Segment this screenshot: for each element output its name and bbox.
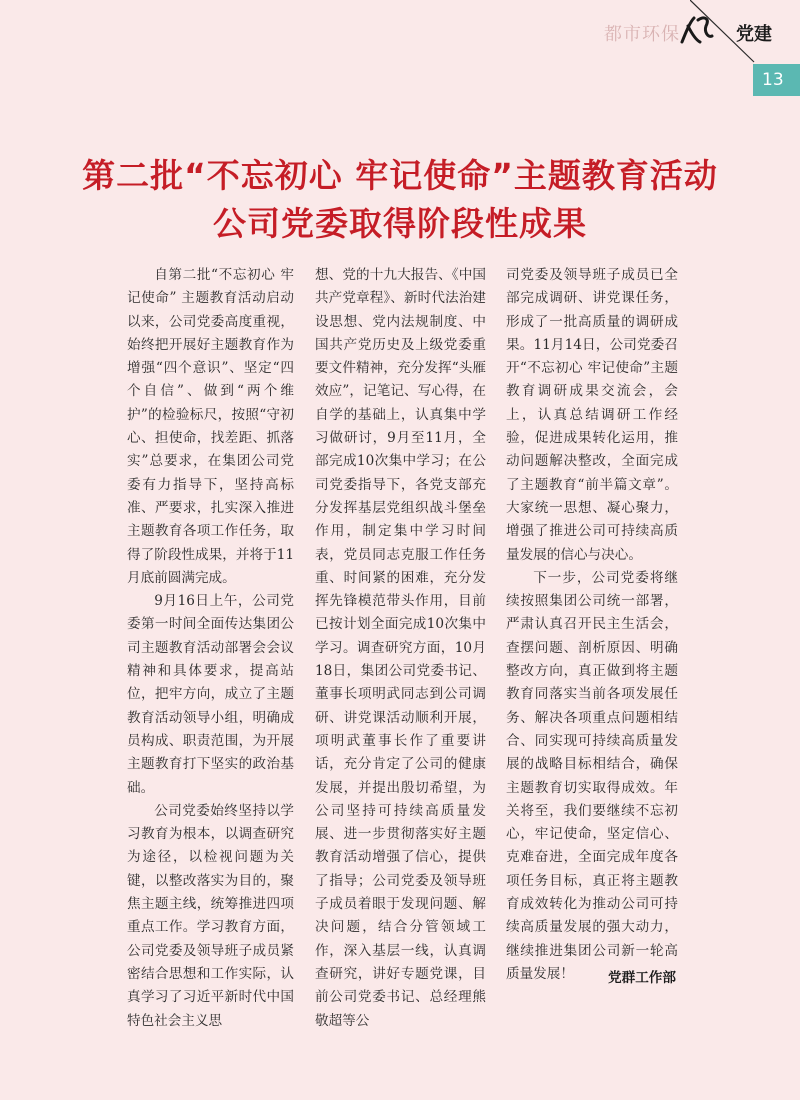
paragraph: 司党委及领导班子成员已全部完成调研、讲党课任务，形成了一批高质量的调研成果。11月14日，公司党委召开“不忘初心 牢记使命”主题教育调研成果交流会，会上，认真总结调研工作经验，促进成果转化运用，推动问题解决整改，全面完成了主题教育“前半篇文章”。大家统一思想、凝心聚力，增强了推进公司可持续高质量发展的信心与决心。 bbox=[506, 267, 678, 563]
section-label: 党建 bbox=[736, 24, 772, 45]
paragraph: 自第二批“不忘初心 牢记使命” 主题教育活动启动以来，公司党委高度重视，始终把开展好主题教育作为增强“四个意识”、坚定“四个自信”、做到“两个维护”的检验标尺，按照“守初心、担使命，找差距、抓落实”总要求，在集团公司党委有力指导下，坚持高标准、严要求，扎实深入推进主题教育各项工作任务，取得了阶段性成果，并将于11月底前圆满完成。 bbox=[127, 267, 294, 586]
paragraph: 想、党的十九大报告、《中国共产党章程》、新时代法治建设思想、党内法规制度、中国共产党历史及上级党委重要文件精神，充分发挥“头雁效应”，记笔记、写心得，在自学的基础上，认真集中学习做研讨，9月至11月，全部完成10次集中学习；在公司党委指导下，各党支部充分发挥基层党组织战斗堡垒作用，制定集中学习时间表，党员同志克服工作任务重、时间紧的困难，充分发挥先锋模范带头作用，目前已按计划全面完成10次集中学习。调查研究方面，10月18日，集团公司党委书记、董事长项明武同志到公司调研、讲党课活动顺利开展，项明武董事长作了重要讲话，充分肯定了公司的健康发展，并提出殷切希望，为公司坚持可持续高质量发展、进一步贯彻落实好主题教育活动增强了信心，提供了指导；公司党委及领导班子成员着眼于发现问题、解决问题，结合分管领域工作，深入基层一线，认真调查研究，讲好专题党课，目前公司党委书记、总经理熊敬超等公 bbox=[315, 267, 486, 1029]
author-signature: 党群工作部 bbox=[608, 970, 676, 986]
article-title-line1: 第二批“不忘初心 牢记使命”主题教育活动 bbox=[82, 156, 718, 195]
paragraph: 9月16日上午，公司党委第一时间全面传达集团公司主题教育活动部署会会议精神和具体要求，提高站位，把牢方向，成立了主题教育活动领导小组，明确成员构成、职责范围，为开展主题教育打下坚实的政治基础。 bbox=[127, 593, 294, 796]
magazine-name: 都市环保 bbox=[604, 24, 680, 45]
text-column-2 bbox=[315, 264, 486, 1033]
article-title-line2: 公司党委取得阶段性成果 bbox=[213, 204, 587, 243]
page-header bbox=[0, 0, 800, 80]
paragraph: 公司党委始终坚持以学习教育为根本，以调查研究为途径，以检视问题为关键，以整改落实为目的，聚焦主题主线，统筹推进四项重点工作。学习教育方面，公司党委及领导班子成员紧密结合思想和工作实际，认真学习了习近平新时代中国特色社会主义思 bbox=[127, 802, 294, 1029]
text-column-3 bbox=[506, 264, 678, 986]
paragraph: 下一步，公司党委将继续按照集团公司统一部署，严肃认真召开民主生活会，查摆问题、剖析原因、明确整改方向，真正做到将主题教育同落实当前各项发展任务、解决各项重点问题相结合、同实现可持续高质量发展的战略目标相结合，确保主题教育切实取得成效。年关将至，我们要继续不忘初心，牢记使命，坚定信心、克难奋进，全面完成年度各项任务目标，真正将主题教育成效转化为推动公司可持续高质量发展的强大动力，继续推进集团公司新一轮高质量发展！ bbox=[506, 569, 678, 982]
page-number: 13 bbox=[762, 70, 784, 90]
page-number-tab bbox=[753, 64, 800, 96]
text-column-1 bbox=[127, 264, 294, 1033]
